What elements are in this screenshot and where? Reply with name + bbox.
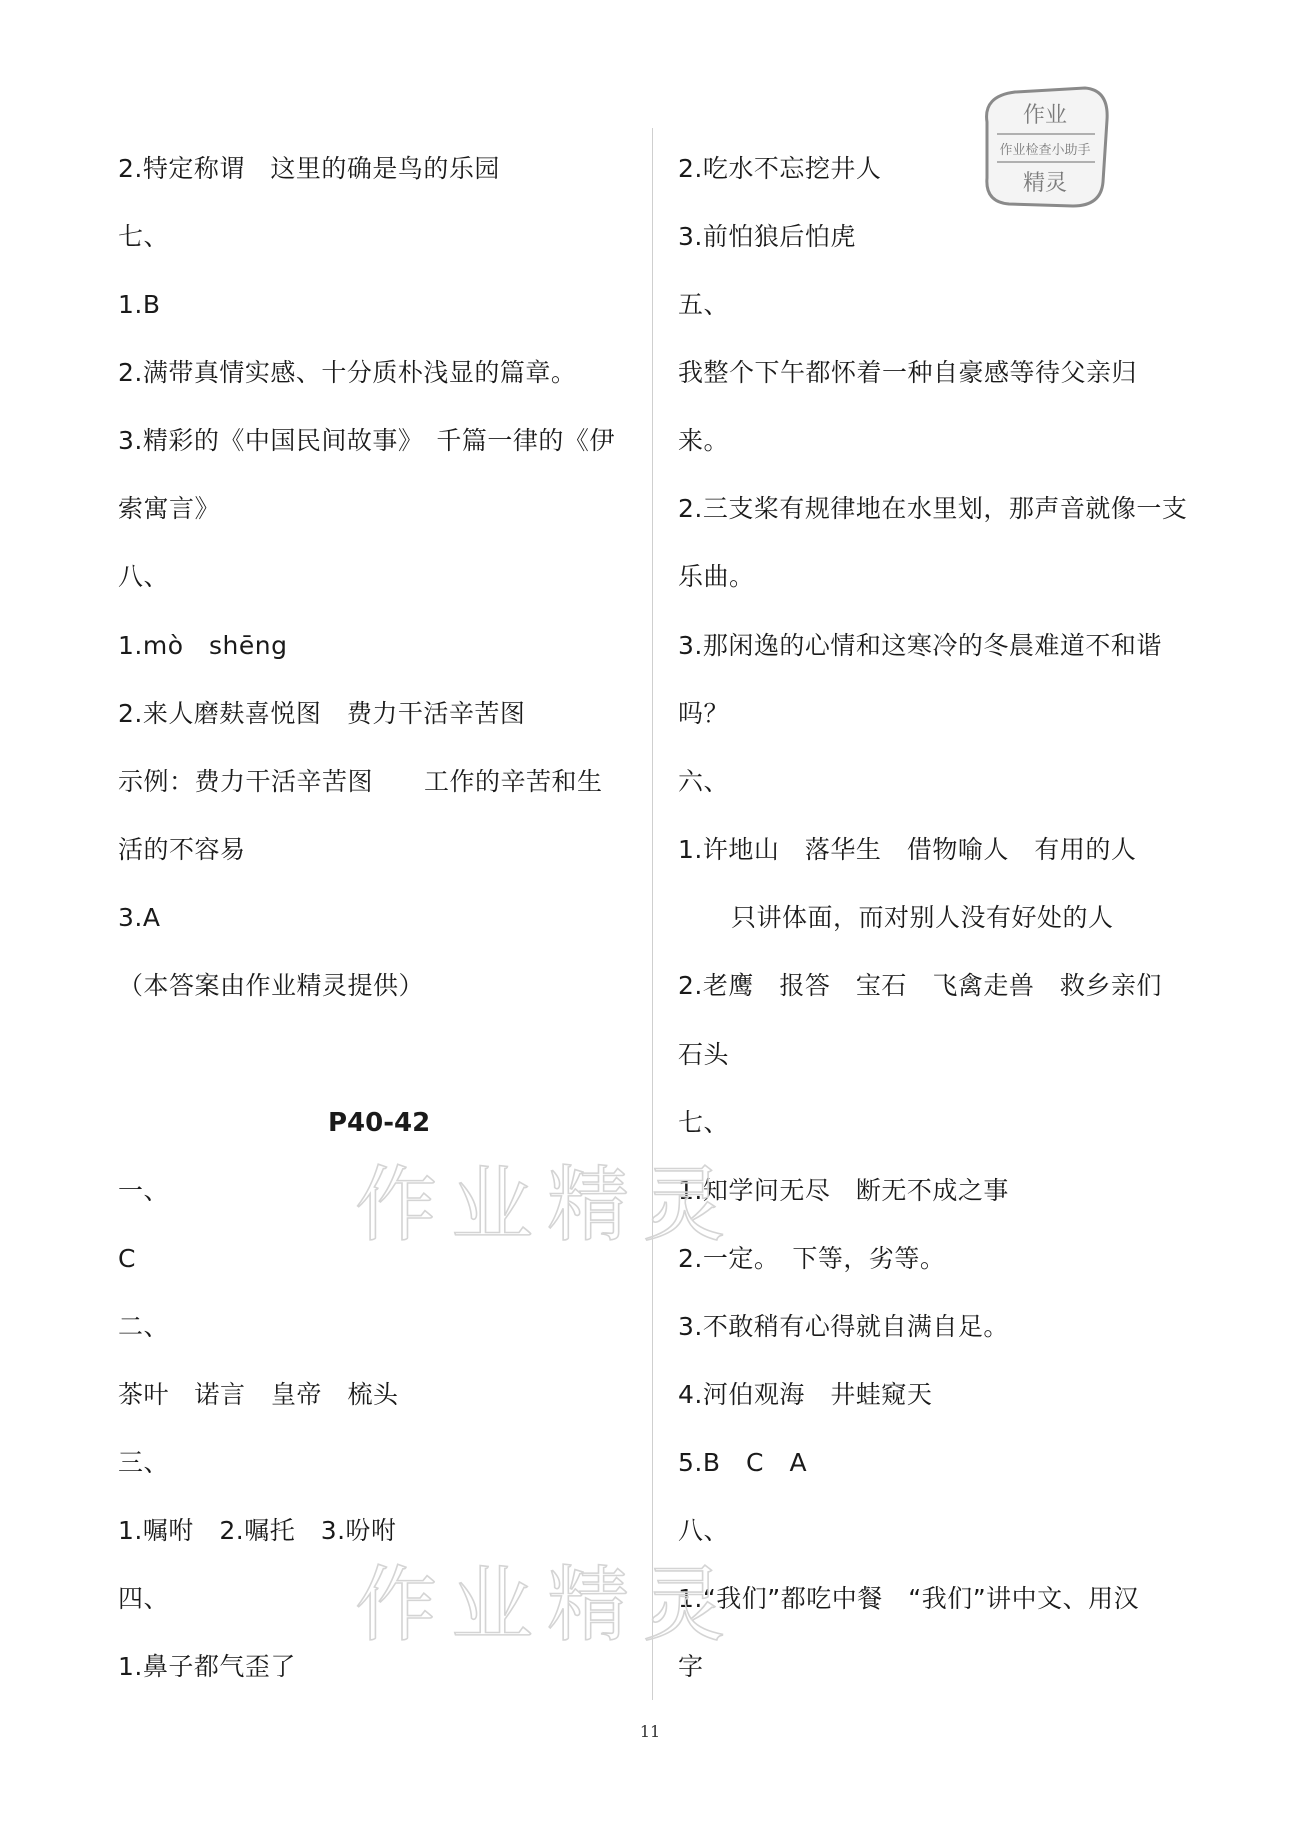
right-line: 2.吃水不忘挖井人: [678, 154, 882, 183]
right-line: 2.一定。 下等，劣等。: [678, 1244, 946, 1273]
left-line: 八、: [118, 562, 170, 591]
column-divider: [652, 128, 653, 1700]
left-line: 3.精彩的《中国民间故事》 千篇一律的《伊: [118, 426, 615, 455]
right-line: 3.那闲逸的心情和这寒冷的冬晨难道不和谐: [678, 631, 1162, 660]
left-line: 2.来人磨麸喜悦图 费力干活辛苦图: [118, 699, 526, 728]
left-line: 示例：费力干活辛苦图 工作的辛苦和生: [118, 767, 603, 796]
right-line: 3.前怕狼后怕虎: [678, 222, 856, 251]
watermark: 作业精灵: [355, 1558, 740, 1653]
right-line: 4.河伯观海 井蛙窥天: [678, 1380, 933, 1409]
right-line: 只讲体面，而对别人没有好处的人: [731, 903, 1114, 932]
right-line: 1.许地山 落华生 借物喻人 有用的人: [678, 835, 1137, 864]
left-line: 二、: [118, 1312, 170, 1341]
page-number: 11: [639, 1722, 661, 1741]
left-line: 活的不容易: [118, 835, 246, 864]
left-line: 1.B: [118, 290, 161, 319]
right-line: 2.三支桨有规律地在水里划，那声音就像一支: [678, 494, 1188, 523]
stamp-logo: [975, 82, 1115, 212]
left-line: 三、: [118, 1448, 170, 1477]
left-line: 一、: [118, 1176, 170, 1205]
left-line: 四、: [118, 1584, 170, 1613]
right-line: 字: [678, 1652, 704, 1681]
right-line: 2.老鹰 报答 宝石 飞禽走兽 救乡亲们: [678, 971, 1162, 1000]
left-line: 1.嘱咐 2.嘱托 3.吩咐: [118, 1516, 397, 1545]
section-heading: P40-42: [328, 1108, 431, 1138]
watermark: 作业精灵: [355, 1158, 740, 1253]
left-line: 1.mò shēng: [118, 631, 288, 660]
right-line: 我整个下午都怀着一种自豪感等待父亲归: [678, 358, 1138, 387]
right-line: 六、: [678, 767, 730, 796]
left-line: （本答案由作业精灵提供）: [118, 971, 425, 1000]
right-line: 八、: [678, 1516, 730, 1545]
left-line: 茶叶 诺言 皇帝 梳头: [118, 1380, 399, 1409]
stamp-middle-text: 作业检查小助手: [999, 143, 1091, 158]
right-line: 5.B C A: [678, 1448, 808, 1477]
right-line: 1.“我们”都吃中餐 “我们”讲中文、用汉: [678, 1584, 1140, 1613]
right-line: 石头: [678, 1040, 730, 1069]
left-line: 2.满带真情实感、十分质朴浅显的篇章。: [118, 358, 577, 387]
right-line: 1.知学问无尽 断无不成之事: [678, 1176, 1009, 1205]
right-line: 乐曲。: [678, 562, 755, 591]
stamp-top-text: 作业: [1022, 103, 1068, 128]
right-line: 七、: [678, 1108, 730, 1137]
left-line: C: [118, 1244, 136, 1273]
left-line: 2.特定称谓 这里的确是鸟的乐园: [118, 154, 500, 183]
left-line: 索寓言》: [118, 494, 221, 523]
right-line: 3.不敢稍有心得就自满自足。: [678, 1312, 1009, 1341]
left-line: 七、: [118, 222, 170, 251]
left-line: 1.鼻子都气歪了: [118, 1652, 296, 1681]
left-line: 3.A: [118, 903, 161, 932]
right-line: 吗？: [678, 699, 730, 728]
right-line: 五、: [678, 290, 730, 319]
stamp-bottom-text: 精灵: [1022, 171, 1068, 196]
right-line: 来。: [678, 426, 730, 455]
